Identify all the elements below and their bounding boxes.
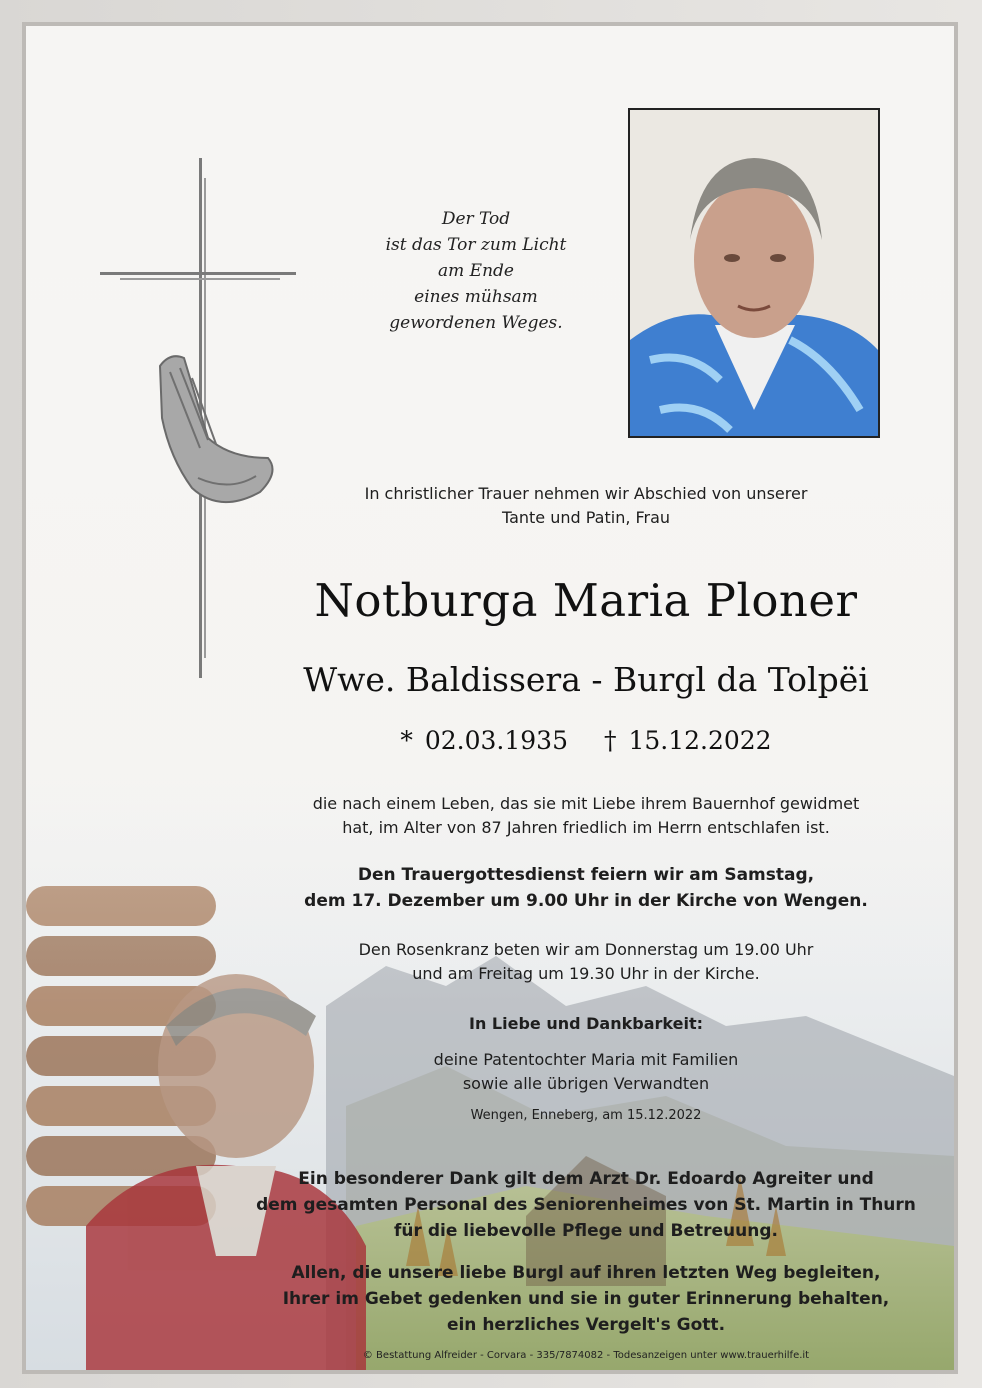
life-line: hat, im Alter von 87 Jahren friedlich im Herrn entschlafen ist.	[342, 818, 830, 837]
closing-text	[236, 1260, 936, 1338]
poem-line: gewordenen Weges.	[389, 313, 563, 333]
poem	[346, 206, 606, 336]
intro-line: In christlicher Trauer nehmen wir Abschied von unserer	[364, 484, 808, 503]
birth-date: * 02.03.1935	[400, 726, 568, 755]
death-date: † 15.12.2022	[604, 726, 772, 755]
service-line: dem 17. Dezember um 9.00 Uhr in der Kirche von Wengen.	[304, 891, 868, 911]
praying-hands-icon	[160, 356, 273, 502]
poem-line: am Ende	[438, 261, 514, 281]
place-date: Wengen, Enneberg, am 15.12.2022	[470, 1108, 702, 1123]
poem-line: Der Tod	[441, 209, 511, 229]
obituary-frame	[22, 22, 958, 1374]
closing-line: Allen, die unsere liebe Burgl auf ihren letzten Weg begleiten,	[291, 1263, 881, 1283]
poem-line: eines mühsam	[414, 287, 538, 307]
deceased-name: Notburga Maria Ploner	[314, 574, 858, 627]
closing-line: ein herzliches Vergelt's Gott.	[446, 1315, 726, 1335]
thanks-line: Ein besonderer Dank gilt dem Arzt Dr. Edoardo Agreiter und	[298, 1169, 874, 1189]
closing-line: Ihrer im Gebet gedenken und sie in guter Erinnerung behalten,	[282, 1289, 890, 1309]
thanks-line: für die liebevolle Pflege und Betreuung.	[394, 1221, 778, 1241]
footer-credit: © Bestattung Alfreider - Corvara - 335/7874082 - Todesanzeigen unter www.trauerhilfe.it	[362, 1350, 810, 1361]
deceased-alias: Wwe. Baldissera - Burgl da Tolpëi	[303, 660, 869, 699]
poem-line: ist das Tor zum Licht	[385, 235, 567, 255]
service-line: Den Trauergottesdienst feiern wir am Samstag,	[357, 865, 815, 885]
life-text	[236, 792, 936, 840]
funeral-service	[236, 862, 936, 914]
rosary-line: und am Freitag um 19.30 Uhr in der Kirche.	[412, 964, 760, 983]
mourners-list	[236, 1048, 936, 1096]
thanks-text	[236, 1166, 936, 1244]
thanks-line: dem gesamten Personal des Seniorenheimes von St. Martin in Thurn	[256, 1195, 916, 1215]
mourner-line: deine Patentochter Maria mit Familien	[433, 1050, 739, 1069]
rosary-line: Den Rosenkranz beten wir am Donnerstag um 19.00 Uhr	[358, 940, 814, 959]
mourner-line: sowie alle übrigen Verwandten	[462, 1074, 710, 1093]
intro-text	[236, 482, 936, 530]
life-dates	[236, 726, 936, 755]
life-line: die nach einem Leben, das sie mit Liebe ihrem Bauernhof gewidmet	[312, 794, 860, 813]
portrait-photo	[628, 108, 880, 438]
rosary-info	[236, 938, 936, 986]
intro-line: Tante und Patin, Frau	[501, 508, 671, 527]
mourners-heading: In Liebe und Dankbarkeit:	[469, 1014, 703, 1033]
